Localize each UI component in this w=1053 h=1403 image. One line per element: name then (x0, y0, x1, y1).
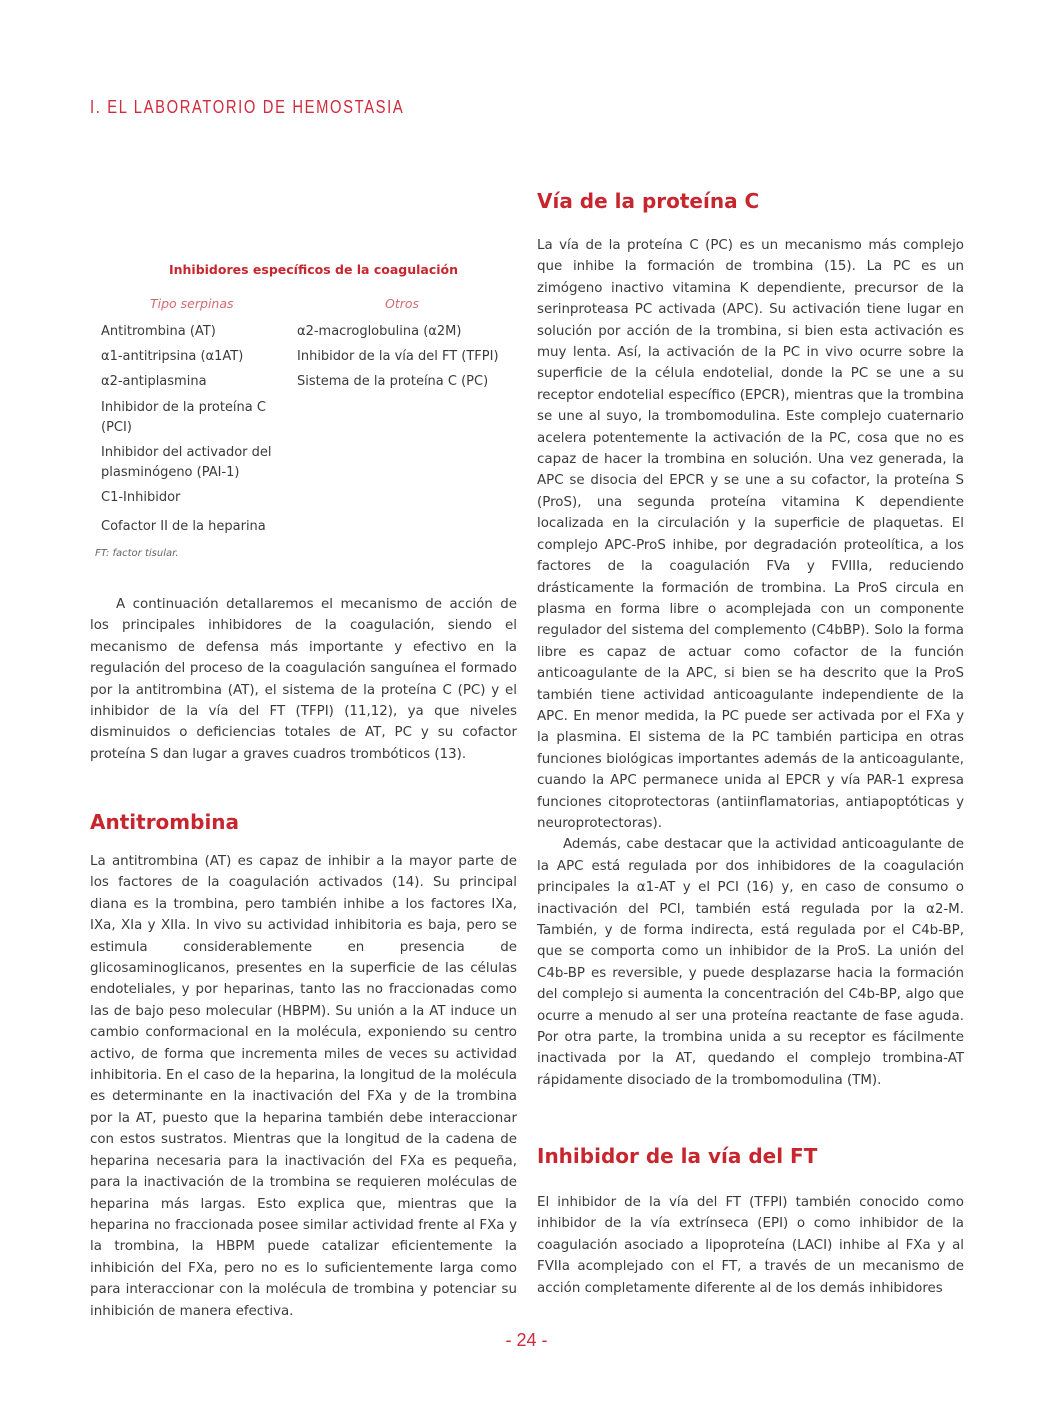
col-header-otros: Otros (385, 296, 420, 311)
chapter-title: I. EL LABORATORIO DE HEMOSTASIA (90, 97, 405, 117)
paragraph: Además, cabe destacar que la actividad anticoagulante de la APC está regulada por dos inhibidores de la coagulación principales la α1-AT y el PCI (16) y, en caso de consumo o inactivación del PCI, también está regulada por la α2-M. También, y de forma indirecta, está regulada por el C4b-BP, que se comporta como un inhibidor de la ProS. La unión del C4b-BP es reversible, y puede desplazarse hacia la formación del complejo si aumenta la concentración del C4b-BP, algo que ocurre a menudo al ser una proteína reactante de fase aguda. Por otra parte, la trombina unida a su receptor es fácilmente inactivada por la AT, quedando el complejo trombina-AT rápidamente disociado de la trombomodulina (TM). (537, 837, 964, 1088)
page-number: - 24 - (505, 1330, 548, 1350)
table-cell: α2-macroglobulina (α2M) (297, 324, 462, 339)
table-cell: Inhibidor de la proteína C (PCI) (101, 400, 266, 435)
col-header-serpinas: Tipo serpinas (150, 296, 234, 311)
table-title: Inhibidores específicos de la coagulación (168, 262, 459, 277)
tfpi-paragraph: El inhibidor de la vía del FT (TFPI) también conocido como inhibidor de la vía extrínseca (EPI) o como inhibidor de la coagulación asociado a lipoproteína (LACI) inhibe al FXa y al FVIIa acomplejado con el FT, a través de un mecanismo de acción completamente diferente al de los demás inhibidores (537, 1195, 964, 1296)
table-footnote: FT: factor tisular. (95, 548, 179, 559)
table-cell: Cofactor II de la heparina (101, 519, 266, 534)
table-cell: α1-antitripsina (α1AT) (101, 349, 244, 364)
table-cell: Sistema de la proteína C (PC) (297, 374, 489, 389)
heading-inhibidor-via-ft: Inhibidor de la vía del FT (537, 1144, 818, 1168)
table-cell: Antitrombina (AT) (101, 324, 216, 339)
table-cell: Inhibidor del activador del plasminógeno (PAI-1) (101, 445, 272, 480)
heading-antitrombina: Antitrombina (90, 810, 240, 834)
table-cell: C1-Inhibidor (101, 490, 181, 505)
table-cell: α2-antiplasmina (101, 374, 207, 389)
proteina-c-paragraphs (537, 235, 964, 1091)
antitrombina-paragraph: La antitrombina (AT) es capaz de inhibir a la mayor parte de los factores de la coagulación activados (14). Su principal diana es la trombina, pero también inhibe a los factores IXa, IXa, XIa y XIIa. In vivo su actividad inhibitoria es baja, pero se estimula considerablemente en presencia de glicosaminoglicanos, presentes en la superficie de las células endoteliales, y por heparinas, tanto las no fraccionadas como las de bajo peso molecular (HBPM). Su unión a la AT induce un cambio conformacional en la molécula, exponiendo su centro activo, de forma que incrementa miles de veces su actividad inhibitoria. En el caso de la heparina, la longitud de la molécula es determinante en la inactivación del FXa y de la trombina por la AT, puesto que la heparina también debe interaccionar con estos sustratos. Mientras que la longitud de la cadena de heparina necesaria para la inactivación del FXa es pequeña, para la inactivación de la trombina se requieren moléculas de heparina más largas. Esto explica que, mientras que la heparina no fraccionada posee similar actividad frente al FXa y la trombina, la HBPM puede catalizar eficientemente la inhibición del FXa, pero no es lo suficientemente larga como para interaccionar con la molécula de trombina y potenciar su inhibición de manera efectiva. (90, 854, 517, 1319)
table-cell: Inhibidor de la vía del FT (TFPI) (297, 349, 499, 364)
heading-via-proteina-c: Vía de la proteína C (537, 189, 760, 213)
inhibitors-table (90, 262, 517, 534)
paragraph: La vía de la proteína C (PC) es un mecanismo más complejo que inhibe la formación de trombina (15). La PC es un zimógeno inactivo vitamina K dependiente, precursor de la serinproteasa PC activada (APC). Su activación tiene lugar en solución por acción de la trombina, si bien esta activación es muy lenta. Así, la activación de la PC in vivo ocurre sobre la superficie de la célula endotelial, donde la PC se une a su receptor endotelial específico (EPCR), mientras que la trombina se une al suyo, la trombomodulina. Este complejo cuaternario acelera potentemente la activación de la PC, cosa que no es capaz de hacer la trombina en solución. Una vez generada, la APC se disocia del EPCR y se une a su cofactor, la proteína S (ProS), una segunda proteína vitamina K dependiente localizada en la circulación y la superficie de plaquetas. El complejo APC-ProS inhibe, por degradación proteolítica, a los factores de la coagulación FVa y FVIIIa, reduciendo drásticamente la formación de trombina. La ProS circula en plasma en forma libre o acomplejada con un componente regulador del sistema del complemento (C4bBP). Solo la forma libre es capaz de actuar como cofactor de la función anticoagulante de la APC, si bien se ha descrito que la ProS también tiene actividad anticoagulante independiente de la APC. En menor medida, la PC puede ser activada por el FXa y la plasmina. El sistema de la PC también participa en otras funciones biológicas importantes además de la anticoagulante, cuando la APC permanece unida al EPCR y vía PAR-1 expresa funciones citoprotectoras (antiinflamatorias, antiapoptóticas y neuroprotectoras). (537, 238, 964, 831)
intro-paragraph: A continuación detallaremos el mecanismo de acción de los principales inhibidores de la coagulación, siendo el mecanismo de defensa más importante y efectivo en la regulación del proceso de la coagulación sanguínea el formado por la antitrombina (AT), el sistema de la proteína C (PC) y el inhibidor de la vía del FT (TFPI) (11,12), ya que niveles disminuidos o deficiencias totales de AT, PC y su cofactor proteína S dan lugar a graves cuadros trombóticos (13). (90, 597, 517, 762)
